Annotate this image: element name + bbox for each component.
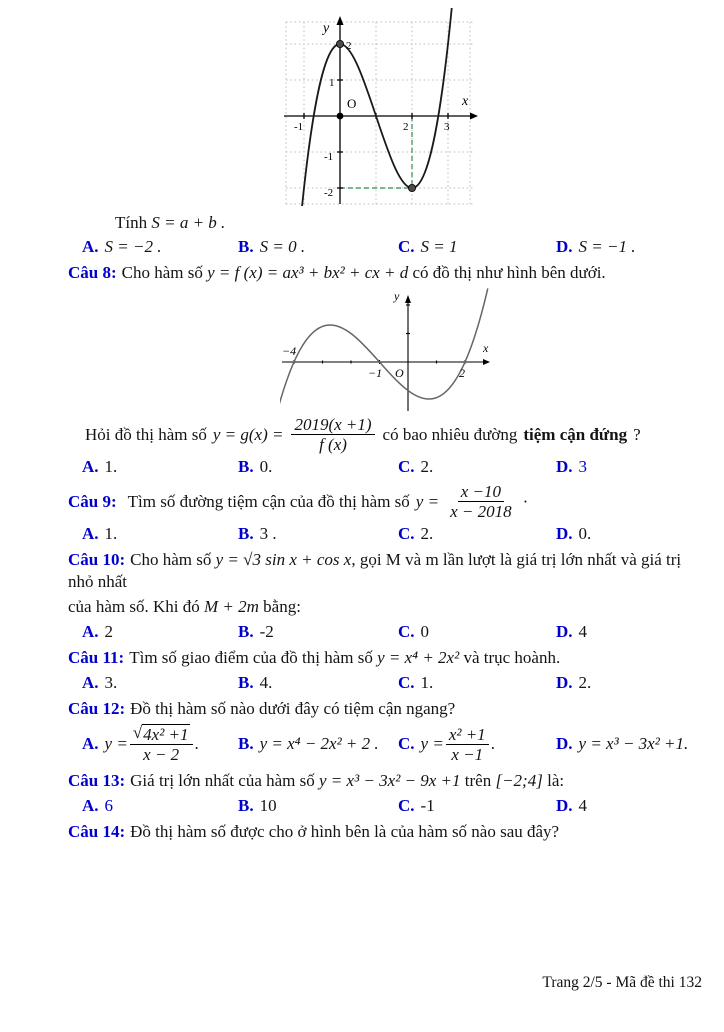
option-value: 3. bbox=[104, 673, 118, 693]
option-value: 2 bbox=[104, 622, 114, 642]
question-13-stem bbox=[68, 770, 704, 792]
question-10-line2-post: bằng: bbox=[263, 597, 301, 617]
option-letter: B. bbox=[238, 524, 254, 544]
exam-page bbox=[0, 8, 724, 843]
option-value: 3 . bbox=[259, 524, 277, 544]
question-13-interval: [−2;4] bbox=[495, 771, 543, 791]
option-letter: C. bbox=[398, 237, 415, 256]
question-10-stem-line1 bbox=[68, 549, 704, 593]
fraction-numerator: √ 4x² +1 bbox=[130, 724, 193, 745]
x-axis-arrow bbox=[470, 113, 478, 120]
question-14-number: Câu 14: bbox=[68, 822, 126, 842]
option-value: 2. bbox=[578, 673, 592, 693]
question-12-stem bbox=[68, 698, 704, 720]
option-letter: D. bbox=[556, 673, 573, 693]
fraction bbox=[291, 415, 374, 454]
option-value: 10 bbox=[259, 796, 277, 816]
option-c[interactable] bbox=[398, 672, 556, 694]
option-a[interactable] bbox=[82, 236, 238, 258]
option-letter: C. bbox=[398, 796, 415, 816]
question-12-options bbox=[68, 724, 704, 764]
option-value: 4. bbox=[259, 673, 273, 693]
option-function: y = bbox=[104, 734, 128, 754]
question-8-stem bbox=[68, 262, 704, 284]
option-d[interactable] bbox=[556, 733, 704, 755]
option-value: 4 bbox=[578, 622, 588, 642]
y-tick-2: 2 bbox=[346, 40, 352, 52]
y-tick-1: 1 bbox=[329, 77, 335, 89]
y-tick-neg2: -2 bbox=[324, 187, 334, 199]
option-b[interactable] bbox=[238, 236, 398, 258]
option-letter: A. bbox=[82, 524, 99, 544]
sqrt-body: 4x² +1 bbox=[143, 725, 189, 745]
question-9-function: y = bbox=[415, 491, 440, 511]
fraction-denominator: x − 2018 bbox=[450, 502, 512, 522]
option-d[interactable] bbox=[556, 456, 704, 478]
option-value: 4 bbox=[578, 796, 588, 816]
option-function: y = bbox=[420, 734, 444, 754]
option-d[interactable] bbox=[556, 523, 704, 545]
option-value: 1. bbox=[104, 524, 118, 544]
option-c[interactable] bbox=[398, 621, 556, 643]
option-value: 2. bbox=[420, 524, 434, 544]
option-letter: C. bbox=[398, 622, 415, 642]
option-value: S = 1 bbox=[420, 237, 458, 256]
x-tick-neg1: −1 bbox=[368, 366, 383, 380]
cubic-curve bbox=[299, 8, 454, 206]
origin-point bbox=[337, 113, 344, 120]
option-d[interactable] bbox=[556, 236, 704, 258]
option-a[interactable] bbox=[82, 724, 238, 764]
fraction-numerator: x² +1 bbox=[446, 725, 489, 745]
fraction bbox=[446, 725, 489, 764]
option-a[interactable] bbox=[82, 456, 238, 478]
option-value: y = x³ − 3x² +1. bbox=[578, 734, 689, 754]
option-b[interactable] bbox=[238, 672, 398, 694]
question-8-post: có đồ thị như hình bên dưới. bbox=[412, 263, 606, 282]
page-footer: Trang 2/5 - Mã đề thi 132 bbox=[542, 974, 702, 991]
fraction bbox=[130, 724, 193, 764]
option-letter: A. bbox=[82, 622, 99, 642]
question-9-options bbox=[68, 523, 704, 545]
question-8-number: Câu 8: bbox=[68, 263, 117, 282]
local-min-point bbox=[408, 184, 415, 191]
question-10-number: Câu 10: bbox=[68, 550, 126, 570]
question-12-number: Câu 12: bbox=[68, 699, 126, 719]
question-11-number: Câu 11: bbox=[68, 648, 125, 668]
option-letter: D. bbox=[556, 524, 573, 544]
option-c[interactable] bbox=[398, 725, 556, 764]
option-value: 2. bbox=[420, 457, 434, 477]
option-value: 0. bbox=[259, 457, 273, 477]
ask-pre: Hỏi đồ thị hàm số bbox=[85, 424, 207, 444]
option-letter: B. bbox=[238, 457, 254, 477]
question-10-options bbox=[68, 621, 704, 643]
fraction-denominator: x − 2 bbox=[143, 745, 180, 765]
x-tick-2: 2 bbox=[459, 366, 465, 380]
option-a[interactable] bbox=[82, 795, 238, 817]
option-c[interactable] bbox=[398, 523, 556, 545]
option-value: -2 bbox=[259, 622, 274, 642]
option-letter: A. bbox=[82, 673, 99, 693]
option-a[interactable] bbox=[82, 672, 238, 694]
sum-lead: Tính bbox=[115, 213, 148, 232]
option-c[interactable] bbox=[398, 236, 556, 258]
y-axis-label: y bbox=[394, 289, 400, 303]
question-10-line2-pre: của hàm số. Khi đó bbox=[68, 597, 200, 617]
option-value: S = 0 . bbox=[259, 237, 306, 256]
question-13-number: Câu 13: bbox=[68, 771, 126, 791]
axes bbox=[284, 24, 470, 204]
ask-question-mark: ? bbox=[633, 424, 641, 444]
question-9-period: · bbox=[522, 491, 529, 511]
question-13-mid: trên bbox=[464, 771, 492, 791]
option-letter: A. bbox=[82, 796, 99, 816]
option-value: 3 bbox=[578, 457, 588, 477]
option-a[interactable] bbox=[82, 523, 238, 545]
option-d[interactable] bbox=[556, 672, 704, 694]
option-period: . bbox=[490, 734, 495, 754]
x-axis-label: x bbox=[483, 341, 489, 355]
question-8-pre: Cho hàm số bbox=[121, 263, 203, 282]
option-value: 6 bbox=[104, 796, 114, 816]
option-letter: C. bbox=[398, 524, 415, 544]
option-c[interactable] bbox=[398, 795, 556, 817]
fraction-denominator: f (x) bbox=[319, 435, 347, 455]
sum-formula: S = a + b . bbox=[151, 213, 226, 232]
option-letter: C. bbox=[398, 673, 415, 693]
question-8-ask-line bbox=[85, 415, 704, 454]
option-d[interactable] bbox=[556, 795, 704, 817]
axes bbox=[282, 301, 483, 411]
local-max-point bbox=[336, 40, 343, 47]
option-letter: D. bbox=[556, 237, 573, 256]
question-11-formula: y = x⁴ + 2x² bbox=[377, 648, 460, 668]
question-11-options bbox=[68, 672, 704, 694]
x-tick-3: 3 bbox=[444, 121, 450, 133]
option-value: S = −1 . bbox=[578, 237, 636, 256]
option-letter: A. bbox=[82, 734, 99, 754]
sum-options-row bbox=[68, 236, 704, 258]
question-11-post: và trục hoành. bbox=[463, 648, 561, 668]
y-axis-arrow bbox=[405, 295, 411, 303]
ask-function: y = g(x) = bbox=[212, 424, 284, 444]
option-letter: B. bbox=[238, 734, 254, 754]
option-b[interactable] bbox=[238, 733, 398, 755]
option-letter: B. bbox=[238, 673, 254, 693]
y-tick-neg1: -1 bbox=[324, 151, 334, 163]
question-10-pre: Cho hàm số bbox=[130, 550, 212, 570]
option-value: 1. bbox=[104, 457, 118, 477]
question-10-stem-line2 bbox=[68, 596, 704, 618]
cubic-curve bbox=[280, 288, 488, 413]
question-11-stem bbox=[68, 647, 704, 669]
question-14-stem bbox=[68, 821, 704, 843]
origin-label: O bbox=[347, 96, 357, 111]
option-letter: A. bbox=[82, 457, 99, 477]
ask-mid: có bao nhiêu đường bbox=[382, 424, 518, 444]
question-10-mid: , gọi M và m lần lượt là giá trị lớn nhất và giá trị nhỏ nhất bbox=[68, 550, 682, 592]
option-letter: A. bbox=[82, 237, 99, 256]
fraction-numerator: 2019(x +1) bbox=[291, 415, 374, 435]
question-13-options bbox=[68, 795, 704, 817]
option-value: -1 bbox=[420, 796, 435, 816]
option-period: . bbox=[194, 734, 199, 754]
x-tick-neg1: -1 bbox=[294, 121, 304, 133]
x-axis-label: x bbox=[462, 94, 469, 109]
question-13-pre: Giá trị lớn nhất của hàm số bbox=[130, 771, 315, 791]
x-tick-2: 2 bbox=[403, 121, 409, 133]
question-13-formula: y = x³ − 3x² − 9x +1 bbox=[319, 771, 461, 791]
fraction-numerator: x −10 bbox=[458, 482, 504, 502]
option-b[interactable] bbox=[238, 523, 398, 545]
question-10-formula2: M + 2m bbox=[203, 597, 259, 617]
question-9-stem bbox=[68, 482, 704, 521]
option-letter: D. bbox=[556, 796, 573, 816]
option-value: 1. bbox=[420, 673, 434, 693]
option-letter: D. bbox=[556, 734, 573, 754]
option-value: 0 bbox=[420, 622, 430, 642]
question-8-options bbox=[68, 456, 704, 478]
question-13-post: là: bbox=[547, 771, 565, 791]
origin-label: O bbox=[395, 366, 404, 380]
question-9-number: Câu 9: bbox=[68, 491, 117, 511]
x-axis-arrow bbox=[483, 359, 490, 365]
fraction bbox=[447, 482, 515, 521]
option-value: S = −2 . bbox=[104, 237, 162, 256]
option-letter: B. bbox=[238, 796, 254, 816]
figure-cubic-graph-1 bbox=[278, 8, 478, 206]
option-d[interactable] bbox=[556, 621, 704, 643]
ask-bold-term: tiệm cận đứng bbox=[523, 424, 628, 444]
fraction-denominator: x −1 bbox=[451, 744, 484, 764]
x-tick-neg4: −4 bbox=[282, 344, 297, 358]
option-letter: B. bbox=[238, 622, 254, 642]
y-axis-label: y bbox=[323, 21, 330, 36]
y-axis-arrow bbox=[337, 16, 344, 25]
cubic-graph-2-svg bbox=[280, 287, 492, 413]
cubic-graph-1-svg bbox=[278, 8, 478, 206]
option-b[interactable] bbox=[238, 621, 398, 643]
option-value: 0. bbox=[578, 524, 592, 544]
sum-question-line bbox=[115, 212, 704, 234]
question-12-text: Đồ thị hàm số nào dưới đây có tiệm cận ngang? bbox=[130, 699, 456, 719]
option-b[interactable] bbox=[238, 456, 398, 478]
question-9-pre: Tìm số đường tiệm cận của đồ thị hàm số bbox=[127, 491, 410, 511]
option-b[interactable] bbox=[238, 795, 398, 817]
figure-cubic-graph-2 bbox=[280, 287, 492, 413]
option-letter: D. bbox=[556, 457, 573, 477]
question-11-pre: Tìm số giao điểm của đồ thị hàm số bbox=[129, 648, 373, 668]
question-14-text: Đồ thị hàm số được cho ở hình bên là của hàm số nào sau đây? bbox=[130, 822, 560, 842]
question-8-formula: y = f (x) = ax³ + bx² + cx + d bbox=[207, 263, 409, 282]
option-a[interactable] bbox=[82, 621, 238, 643]
option-letter: C. bbox=[398, 457, 415, 477]
option-letter: D. bbox=[556, 622, 573, 642]
option-letter: B. bbox=[238, 237, 254, 256]
question-10-formula: y = √3 sin x + cos x bbox=[215, 550, 352, 570]
option-value: y = x⁴ − 2x² + 2 . bbox=[259, 734, 379, 754]
option-c[interactable] bbox=[398, 456, 556, 478]
option-letter: C. bbox=[398, 734, 415, 754]
